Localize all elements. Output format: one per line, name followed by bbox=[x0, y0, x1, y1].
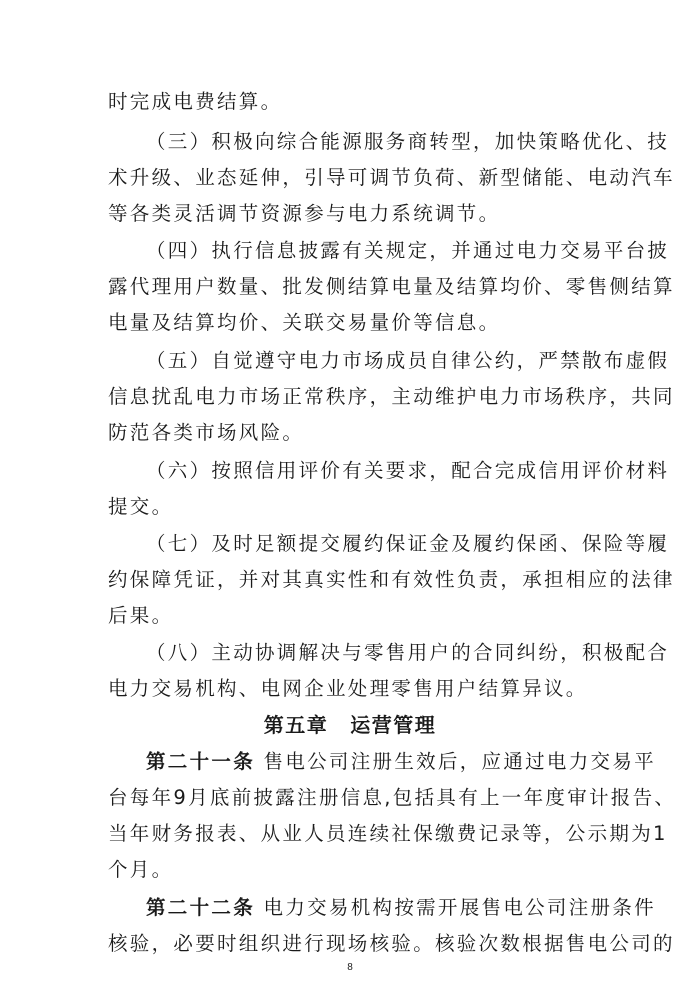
body-line: （三）积极向综合能源服务商转型，加快策略优化、技 bbox=[146, 130, 670, 153]
article-number: 第二十二条 bbox=[146, 896, 256, 919]
article-number: 第二十一条 bbox=[146, 750, 256, 773]
body-line: 等各类灵活调节资源参与电力系统调节。 bbox=[108, 202, 501, 225]
body-line: （七）及时足额提交履约保证金及履约保函、保险等履 bbox=[146, 532, 670, 555]
article-text: 电力交易机构按需开展售电公司注册条件 bbox=[263, 896, 656, 919]
body-line: 时完成电费结算。 bbox=[108, 90, 283, 113]
body-line: 提交。 bbox=[108, 495, 174, 518]
page-number: 8 bbox=[347, 962, 353, 973]
body-line: 电量及结算均价、关联交易量价等信息。 bbox=[108, 311, 501, 334]
article-first-line bbox=[146, 744, 656, 780]
chapter-number: 第五章 bbox=[263, 713, 329, 737]
body-line: 当年财务报表、从业人员连续社保缴费记录等，公示期为1 bbox=[108, 822, 668, 845]
article-text: 售电公司注册生效后，应通过电力交易平 bbox=[263, 750, 656, 773]
body-line: 术升级、业态延伸，引导可调节负荷、新型储能、电动汽车 bbox=[108, 166, 675, 189]
body-line: 约保障凭证，并对其真实性和有效性负责，承担相应的法律 bbox=[108, 568, 675, 591]
body-line: （四）执行信息披露有关规定，并通过电力交易平台披 bbox=[146, 239, 670, 262]
body-line: 信息扰乱电力市场正常秩序，主动维护电力市场秩序，共同 bbox=[108, 385, 675, 408]
body-line: 露代理用户数量、批发侧结算电量及结算均价、零售侧结算 bbox=[108, 275, 675, 298]
body-line: （八）主动协调解决与零售用户的合同纠纷，积极配合 bbox=[146, 641, 670, 664]
body-line: 后果。 bbox=[108, 604, 174, 627]
chapter-title: 运营管理 bbox=[350, 713, 437, 737]
body-line: （六）按照信用评价有关要求，配合完成信用评价材料 bbox=[146, 459, 670, 482]
body-line: 防范各类市场风险。 bbox=[108, 421, 305, 444]
body-line: 电力交易机构、电网企业处理零售用户结算异议。 bbox=[108, 677, 588, 700]
body-line: （五）自觉遵守电力市场成员自律公约，严禁散布虚假 bbox=[146, 349, 670, 372]
body-line: 个月。 bbox=[108, 858, 174, 881]
body-line: 台每年9月底前披露注册信息,包括具有上一年度审计报告、 bbox=[108, 786, 677, 809]
chapter-heading bbox=[0, 707, 700, 743]
body-line: 核验，必要时组织进行现场核验。核验次数根据售电公司的 bbox=[108, 932, 675, 955]
article-first-line bbox=[146, 890, 656, 926]
